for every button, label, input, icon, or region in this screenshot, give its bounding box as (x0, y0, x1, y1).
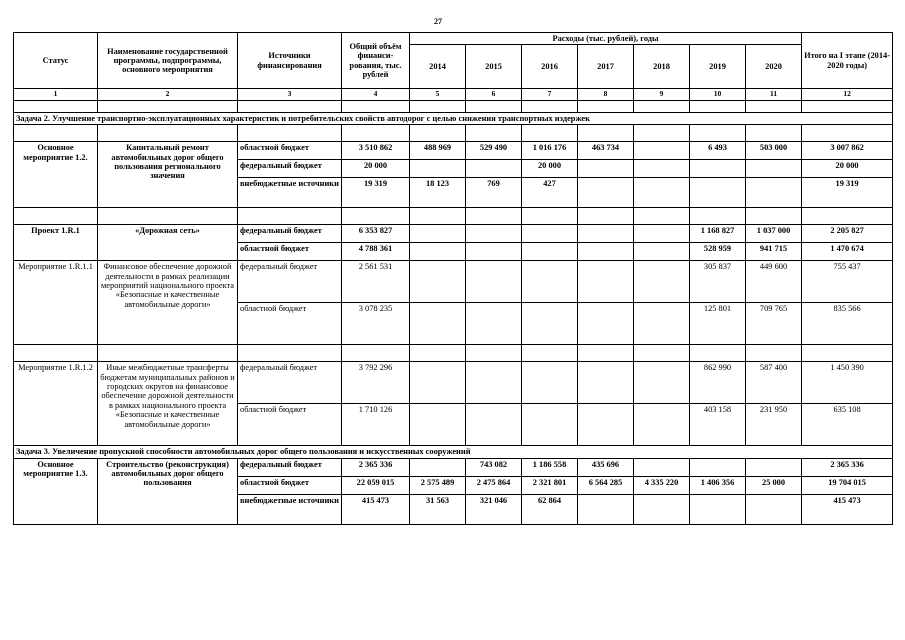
header-status: Статус (14, 33, 98, 89)
itogo-cell: 1 450 390 (802, 362, 893, 404)
year-value-cell (690, 178, 746, 208)
header-itogo: Итого на I этапе (2014-2020 годы) (802, 33, 893, 89)
itogo-cell: 3 007 862 (802, 142, 893, 160)
funding-source-cell: внебюджетные источники (238, 494, 342, 524)
year-value-cell (466, 404, 522, 446)
year-value-cell (634, 261, 690, 303)
year-value-cell (578, 178, 634, 208)
table-row (14, 458, 893, 476)
year-value-cell: 1 168 827 (690, 225, 746, 243)
table-row (14, 362, 893, 404)
status-cell: Основное мероприятие 1.3. (14, 458, 98, 524)
status-cell: Основное мероприятие 1.2. (14, 142, 98, 208)
header-year: 2014 (410, 45, 466, 89)
itogo-cell: 415 473 (802, 494, 893, 524)
year-value-cell: 25 000 (746, 476, 802, 494)
year-value-cell: 463 734 (578, 142, 634, 160)
header-total-volume: Общий объём финанси- рования, тыс. рублей (342, 33, 410, 89)
table-body (14, 89, 893, 524)
year-value-cell (634, 362, 690, 404)
year-value-cell: 529 490 (466, 142, 522, 160)
measure-name-cell: Иные межбюджетные трансферты бюджетам муниципальных районов и городских округов на финансовое обеспечение дорожной деятельности в рамках национального проекта «Безопасные и качественные автомобильные дороги» (98, 362, 238, 446)
itogo-cell: 835 566 (802, 303, 893, 345)
year-value-cell: 31 563 (410, 494, 466, 524)
year-value-cell: 18 123 (410, 178, 466, 208)
page-number: 27 (434, 17, 442, 26)
total-volume-cell: 22 059 015 (342, 476, 410, 494)
task-2-row (14, 112, 893, 124)
funding-source-cell: федеральный бюджет (238, 261, 342, 303)
year-value-cell (522, 404, 578, 446)
measure-name-cell: Капитальный ремонт автомобильных дорог общего пользования регионального значения (98, 142, 238, 208)
table-row (14, 142, 893, 160)
year-value-cell (466, 261, 522, 303)
year-value-cell (634, 458, 690, 476)
year-value-cell (634, 225, 690, 243)
measure-name-cell: Строительство (реконструкция) автомобильных дорог общего пользования (98, 458, 238, 524)
year-value-cell (746, 160, 802, 178)
funding-source-cell: внебюджетные источники (238, 178, 342, 208)
total-volume-cell: 19 319 (342, 178, 410, 208)
spacer-row (14, 125, 893, 142)
year-value-cell: 503 000 (746, 142, 802, 160)
header-sources: Источники финансирования (238, 33, 342, 89)
year-value-cell: 449 600 (746, 261, 802, 303)
spacer-row (14, 208, 893, 225)
header-year: 2020 (746, 45, 802, 89)
measure-name-cell: Финансовое обеспечение дорожной деятельности в рамках реализации мероприятий национального проекта «Безопасные и качественные автомобильные дороги» (98, 261, 238, 345)
header-year: 2015 (466, 45, 522, 89)
year-value-cell: 743 082 (466, 458, 522, 476)
column-number: 3 (238, 89, 342, 100)
year-value-cell (634, 178, 690, 208)
total-volume-cell: 1 710 126 (342, 404, 410, 446)
year-value-cell (466, 243, 522, 261)
total-volume-cell: 2 561 531 (342, 261, 410, 303)
year-value-cell: 4 335 220 (634, 476, 690, 494)
year-value-cell: 769 (466, 178, 522, 208)
year-value-cell (634, 160, 690, 178)
header-year: 2016 (522, 45, 578, 89)
total-volume-cell: 415 473 (342, 494, 410, 524)
year-value-cell (578, 160, 634, 178)
itogo-cell: 2 365 336 (802, 458, 893, 476)
table-row (14, 261, 893, 303)
financing-table (13, 32, 893, 525)
header-year: 2018 (634, 45, 690, 89)
total-volume-cell: 3 510 862 (342, 142, 410, 160)
funding-source-cell: федеральный бюджет (238, 225, 342, 243)
year-value-cell: 403 158 (690, 404, 746, 446)
year-value-cell: 709 765 (746, 303, 802, 345)
year-value-cell: 62 864 (522, 494, 578, 524)
year-value-cell: 587 400 (746, 362, 802, 404)
year-value-cell: 427 (522, 178, 578, 208)
year-value-cell: 435 696 (578, 458, 634, 476)
year-value-cell (466, 303, 522, 345)
task-3-row (14, 446, 893, 458)
year-value-cell: 2 321 801 (522, 476, 578, 494)
year-value-cell (410, 160, 466, 178)
itogo-cell: 755 437 (802, 261, 893, 303)
year-value-cell (578, 303, 634, 345)
year-value-cell: 2 575 489 (410, 476, 466, 494)
year-value-cell (690, 458, 746, 476)
year-value-cell (522, 243, 578, 261)
year-value-cell (578, 261, 634, 303)
status-cell: Проект 1.R.1 (14, 225, 98, 261)
year-value-cell (410, 404, 466, 446)
year-value-cell (410, 303, 466, 345)
year-value-cell (578, 225, 634, 243)
funding-source-cell: федеральный бюджет (238, 160, 342, 178)
total-volume-cell: 3 078 235 (342, 303, 410, 345)
year-value-cell (466, 225, 522, 243)
task-3-row-text: Задача 3. Увеличение пропускной способности автомобильных дорог общего пользования и искусственных сооружений (14, 446, 893, 458)
year-value-cell: 6 564 285 (578, 476, 634, 494)
total-volume-cell: 6 353 827 (342, 225, 410, 243)
year-value-cell (410, 225, 466, 243)
year-value-cell (410, 243, 466, 261)
total-volume-cell: 3 792 296 (342, 362, 410, 404)
year-value-cell (578, 362, 634, 404)
year-value-cell (578, 494, 634, 524)
column-number: 2 (98, 89, 238, 100)
total-volume-cell: 20 000 (342, 160, 410, 178)
header-year: 2017 (578, 45, 634, 89)
total-volume-cell: 2 365 336 (342, 458, 410, 476)
itogo-cell: 2 205 827 (802, 225, 893, 243)
column-number: 11 (746, 89, 802, 100)
year-value-cell (466, 160, 522, 178)
column-number: 1 (14, 89, 98, 100)
header-expenses: Расходы (тыс. рублей), годы (410, 33, 802, 45)
funding-source-cell: областной бюджет (238, 476, 342, 494)
year-value-cell (746, 494, 802, 524)
blank-row (14, 100, 893, 112)
year-value-cell: 488 969 (410, 142, 466, 160)
year-value-cell (634, 494, 690, 524)
itogo-cell: 635 108 (802, 404, 893, 446)
year-value-cell: 1 016 176 (522, 142, 578, 160)
year-value-cell (634, 243, 690, 261)
funding-source-cell: областной бюджет (238, 243, 342, 261)
column-number: 12 (802, 89, 893, 100)
year-value-cell: 305 837 (690, 261, 746, 303)
year-value-cell (466, 362, 522, 404)
total-volume-cell: 4 788 361 (342, 243, 410, 261)
task-2-row-text: Задача 2. Улучшение транспортно-эксплуатационных характеристик и потребительских свойств автодорог с целью снижения транспортных издержек (14, 112, 893, 124)
year-value-cell (410, 261, 466, 303)
year-value-cell (522, 303, 578, 345)
year-value-cell: 1 406 356 (690, 476, 746, 494)
spacer-row (14, 345, 893, 362)
year-value-cell (578, 243, 634, 261)
column-number: 9 (634, 89, 690, 100)
year-value-cell (634, 404, 690, 446)
measure-name-cell: «Дорожная сеть» (98, 225, 238, 261)
itogo-cell: 19 704 015 (802, 476, 893, 494)
funding-source-cell: областной бюджет (238, 404, 342, 446)
table-row (14, 225, 893, 243)
funding-source-cell: областной бюджет (238, 303, 342, 345)
year-value-cell (746, 178, 802, 208)
year-value-cell: 528 959 (690, 243, 746, 261)
year-value-cell (522, 362, 578, 404)
column-number: 4 (342, 89, 410, 100)
year-value-cell: 321 046 (466, 494, 522, 524)
itogo-cell: 1 470 674 (802, 243, 893, 261)
year-value-cell (634, 142, 690, 160)
status-cell: Мероприятие 1.R.1.2 (14, 362, 98, 446)
year-value-cell: 1 186 558 (522, 458, 578, 476)
year-value-cell: 1 037 000 (746, 225, 802, 243)
year-value-cell (578, 404, 634, 446)
year-value-cell (690, 160, 746, 178)
year-value-cell: 20 000 (522, 160, 578, 178)
year-value-cell (746, 458, 802, 476)
year-value-cell: 6 493 (690, 142, 746, 160)
year-value-cell: 862 990 (690, 362, 746, 404)
column-number: 10 (690, 89, 746, 100)
column-number: 5 (410, 89, 466, 100)
year-value-cell (410, 458, 466, 476)
header-year: 2019 (690, 45, 746, 89)
funding-source-cell: федеральный бюджет (238, 362, 342, 404)
status-cell: Мероприятие 1.R.1.1 (14, 261, 98, 345)
year-value-cell (522, 261, 578, 303)
column-number: 6 (466, 89, 522, 100)
itogo-cell: 20 000 (802, 160, 893, 178)
column-number: 8 (578, 89, 634, 100)
year-value-cell: 125 801 (690, 303, 746, 345)
header-name: Наименование государственной программы, подпрограммы, основного мероприятия (98, 33, 238, 89)
funding-source-cell: федеральный бюджет (238, 458, 342, 476)
year-value-cell: 2 475 864 (466, 476, 522, 494)
funding-source-cell: областной бюджет (238, 142, 342, 160)
year-value-cell (634, 303, 690, 345)
itogo-cell: 19 319 (802, 178, 893, 208)
year-value-cell (410, 362, 466, 404)
year-value-cell: 231 950 (746, 404, 802, 446)
column-number-row (14, 89, 893, 100)
year-value-cell: 941 715 (746, 243, 802, 261)
year-value-cell (522, 225, 578, 243)
column-number: 7 (522, 89, 578, 100)
year-value-cell (690, 494, 746, 524)
